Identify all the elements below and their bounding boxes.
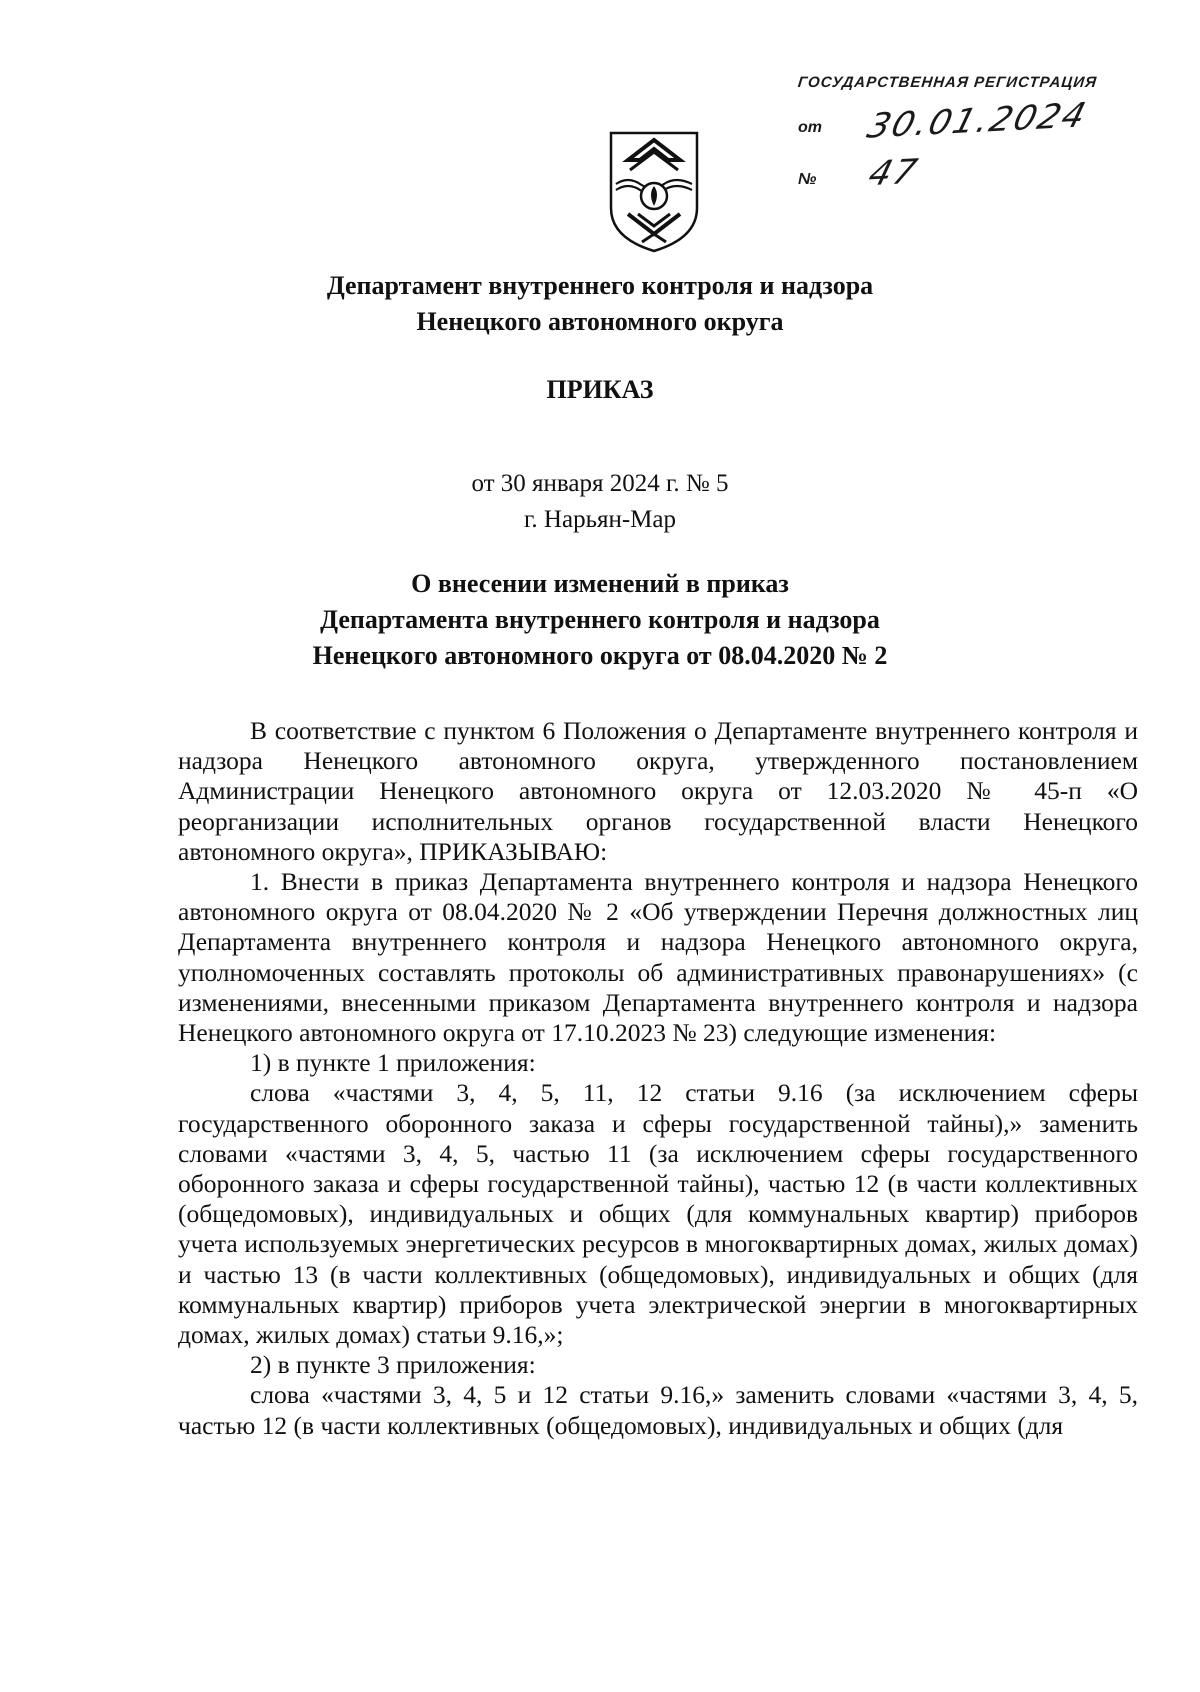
document-type: ПРИКАЗ (546, 375, 654, 404)
document-date-number: от 30 января 2024 г. № 5 (471, 470, 729, 497)
stamp-number-prefix: № (798, 171, 817, 188)
coat-of-arms-icon (608, 130, 700, 254)
body-paragraph: слова «частями 3, 4, 5, 11, 12 статьи 9.16 (за исключением сферы государственного оборонного заказа и сферы государственной тайны),» заменить словами «частями 3, 4, 5, частью 11 (за исключением сферы государственного оборонного заказа и сферы государственной тайны), частью 12 (в части коллективных (общедомовых), индивидуальных и общих (для коммунальных квартир) приборов учета используемых энергетических ресурсов в многоквартирных домах, жилых домах) и частью 13 (в части коллективных (общедомовых), индивидуальных и общих (для коммунальных квартир) приборов учета электрической энергии в многоквартирных домах, жилых домах) статьи 9.16,»; (178, 1078, 1138, 1350)
document-title-line2: Департамента внутреннего контроля и надзора (320, 605, 880, 634)
document-title-line1: О внесении изменений в приказ (411, 569, 789, 598)
body-paragraph: В соответствие с пунктом 6 Положения о Департаменте внутреннего контроля и надзора Ненецкого автономного округа, утвержденного постановлением Администрации Ненецкого автономного округа от 12.03.2020 № 45-п «О реорганизации исполнительных органов государственной власти Ненецкого автономного округа», ПРИКАЗЫВАЮ: (178, 716, 1138, 866)
document-title (0, 566, 1200, 674)
stamp-date-line (798, 91, 1158, 147)
department-name-line1: Департамент внутреннего контроля и надзора (326, 271, 874, 300)
stamp-number-line (798, 143, 1158, 195)
body-paragraph: 1) в пункте 1 приложения: (250, 1048, 536, 1078)
document-city: г. Нарьян-Мар (523, 506, 676, 533)
stamp-title: ГОСУДАРСТВЕННАЯ РЕГИСТРАЦИЯ (797, 74, 1098, 91)
document-title-line3: Ненецкого автономного округа от 08.04.2020 № 2 (312, 641, 888, 670)
body-paragraph: 1. Внести в приказ Департамента внутреннего контроля и надзора Ненецкого автономного округа от 08.04.2020 № 2 «Об утверждении Перечня должностных лиц Департамента внутреннего контроля и надзора Ненецкого автономного округа, уполномоченных составлять протоколы об административных правонарушениях» (с изменениями, внесенными приказом Департамента внутреннего контроля и надзора Ненецкого автономного округа от 17.10.2023 № 23) следующие изменения: (178, 867, 1138, 1048)
document-meta (0, 466, 1200, 538)
body-paragraph: 2) в пункте 3 приложения: (250, 1350, 536, 1380)
document-body (178, 716, 1138, 1441)
registration-stamp (798, 74, 1158, 195)
department-name-line2: Ненецкого автономного округа (416, 307, 784, 336)
stamp-handwritten-date: 30.01.2024 (862, 95, 1092, 147)
stamp-date-prefix: от (798, 119, 822, 136)
body-paragraph: слова «частями 3, 4, 5 и 12 статьи 9.16,» заменить словами «частями 3, 4, 5, частью 12 (в части коллективных (общедомовых), индивидуальных и общих (для (178, 1380, 1138, 1440)
department-header (0, 268, 1200, 340)
stamp-handwritten-number: 47 (864, 151, 924, 195)
